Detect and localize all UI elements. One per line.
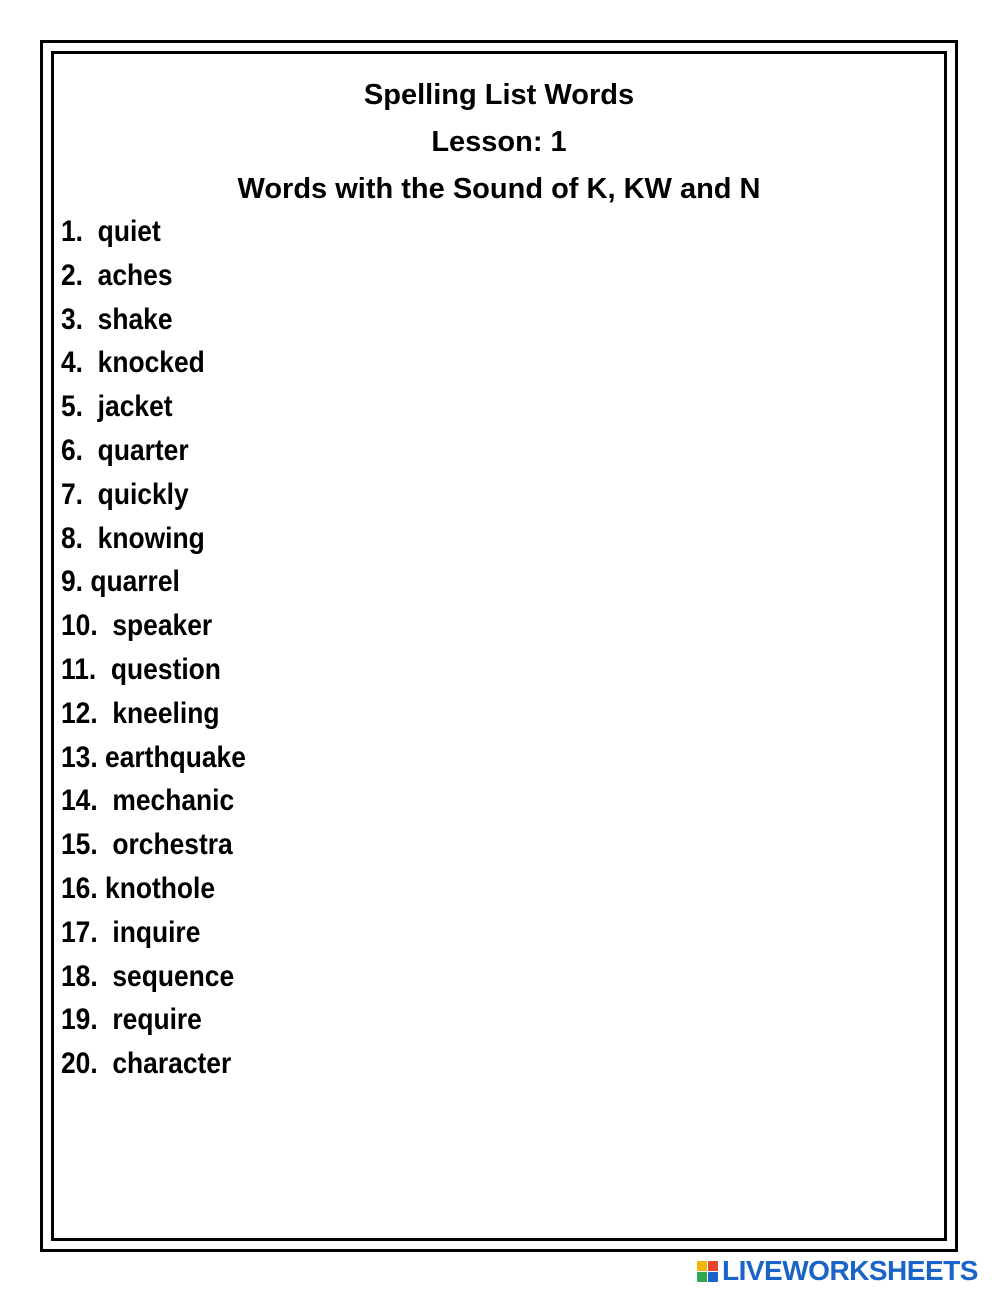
page-border-inner [51,51,947,1241]
logo-square-e [708,1272,718,1282]
spelling-word-item: 6. quarter [61,433,189,467]
worksheet-title: Spelling List Words [363,79,635,111]
spelling-word-item: 11. question [61,652,221,686]
spelling-word-item: 18. sequence [61,959,235,993]
liveworksheets-brand [697,1254,978,1288]
logo-square-i [708,1261,718,1271]
spelling-word-item: 1. quiet [61,215,161,248]
spelling-word-item: 9. quarrel [61,565,180,599]
spelling-word-item: 15. orchestra [61,828,233,862]
spelling-word-item: 17. inquire [61,915,201,949]
page-border [40,40,958,1252]
spelling-word-list [61,210,271,1086]
spelling-word-item: 13. earthquake [61,740,246,774]
spelling-word-item: 2. aches [61,258,173,292]
brand-wordmark: LIVEWORKSHEETS [722,1255,978,1286]
worksheet-header [54,72,944,213]
spelling-word-item: 7. quickly [61,477,189,511]
lesson-label: Lesson: 1 [431,126,567,158]
spelling-word-item: 20. character [61,1047,232,1081]
spelling-word-item: 8. knowing [61,521,205,555]
spelling-word-item: 19. require [61,1003,202,1037]
logo-square-l [697,1261,707,1271]
spelling-word-item: 4. knocked [61,346,205,380]
spelling-word-item: 16. knothole [61,871,216,905]
worksheet-subtitle: Words with the Sound of K, KW and N [237,173,761,205]
spelling-word-item: 3. shake [61,302,173,336]
spelling-word-item: 5. jacket [61,390,173,424]
spelling-word-item: 14. mechanic [61,784,235,818]
spelling-word-item: 10. speaker [61,609,213,643]
liveworksheets-logo-icon [697,1261,718,1282]
logo-square-v [697,1272,707,1282]
spelling-word-item: 12. kneeling [61,696,220,730]
